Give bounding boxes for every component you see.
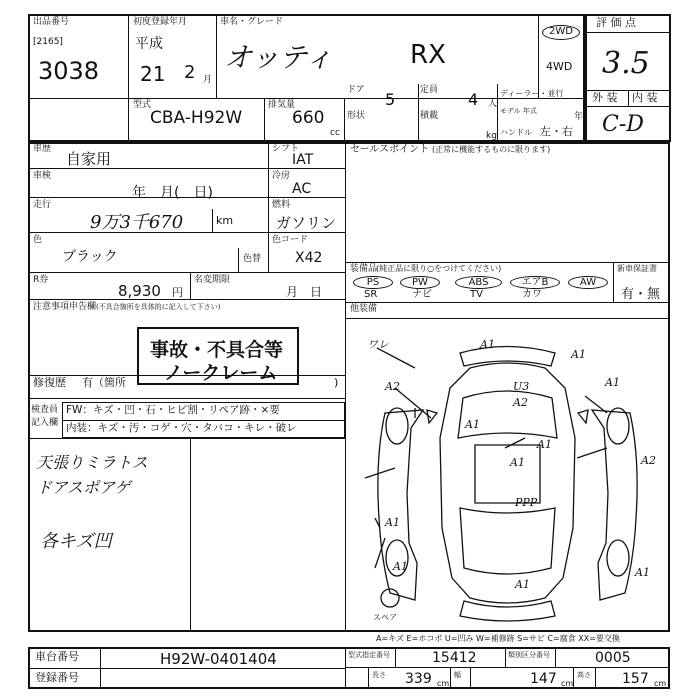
sales-label: セールスポイント — [350, 144, 430, 155]
load-label: 積載 — [420, 111, 439, 121]
diagram-mark: A1 — [480, 338, 495, 351]
lot-label: 出品番号 — [33, 17, 70, 27]
claim-line-2: ノークレーム — [164, 362, 278, 384]
length-label: 長さ — [372, 671, 386, 679]
sales-sub: (正常に機能するものに限ります) — [432, 145, 551, 154]
grade: RX — [410, 40, 446, 70]
inspector-label-2: 記入欄 — [31, 418, 59, 428]
recycle-unit: 円 — [172, 286, 183, 299]
shift-label: シフト — [272, 144, 300, 154]
shift-value: IAT — [292, 152, 314, 168]
car-damage-diagram — [345, 318, 670, 630]
lot-number: 3038 — [38, 57, 100, 85]
chassis-value: H92W-0401404 — [160, 650, 277, 668]
equip-leather: カワ — [522, 289, 542, 300]
shape-label: 形状 — [347, 111, 366, 121]
reg-label: 初度登録年月 — [133, 17, 188, 27]
width-value: 147 — [530, 671, 557, 687]
model-label: 型式 — [133, 100, 152, 110]
diagram-mark: スペア — [373, 613, 397, 622]
exterior-label: 外 装 — [592, 91, 618, 104]
name-label: 車名・グレード — [220, 17, 284, 27]
fuel-value: ガソリン — [276, 214, 337, 232]
mileage-value: 9万3千670 — [90, 212, 184, 233]
diagram-mark: A2 — [385, 380, 400, 393]
repair-label: 修復歴 — [33, 376, 66, 389]
category-value: 自家用 — [66, 150, 112, 168]
score-label: 評 価 点 — [596, 16, 636, 29]
handle-value: 左・右 — [540, 125, 573, 138]
doors-label: ドア — [347, 85, 365, 95]
drive-4wd: 4WD — [546, 60, 573, 73]
model-year-unit: 年 — [574, 112, 584, 122]
diagram-mark: ワレ — [367, 338, 389, 351]
diagram-mark: A1 — [571, 348, 586, 361]
diagram-mark: A1 — [635, 566, 650, 579]
category-no-label: 類別区分番号 — [508, 651, 550, 659]
right-side-outline — [592, 410, 637, 600]
damage-legend: A=キズ E=ホコボ U=凹み W=補修跡 S=サビ C=腐食 XX=要交換 — [376, 634, 620, 643]
equip-label: 装備品 — [350, 264, 378, 274]
ac-value: AC — [292, 181, 312, 197]
length-unit: cm — [437, 679, 450, 688]
height-label: 高さ — [577, 671, 591, 679]
lot-sub: [2165] — [33, 37, 63, 47]
drive-2wd: 2WD — [542, 25, 580, 40]
equip-pw: PW — [400, 276, 440, 289]
load-unit: kg — [486, 131, 497, 141]
height-unit: cm — [654, 679, 667, 688]
category-label: 車歴 — [33, 144, 52, 154]
reg-no-label: 登録番号 — [35, 671, 79, 684]
color-code-label: 色コード — [272, 235, 309, 245]
diagram-mark: A1 — [465, 418, 480, 431]
top-cutoff-strip — [0, 0, 700, 8]
new-warranty-label: 新車保証書 — [617, 264, 657, 273]
type-cert-value: 15412 — [432, 650, 477, 666]
type-cert-label: 型式指定番号 — [348, 651, 390, 659]
mileage-unit: km — [216, 214, 234, 227]
month: 2 — [184, 62, 196, 83]
ext-int-value: C-D — [602, 112, 644, 137]
width-label: 幅 — [454, 671, 461, 679]
equip-navi: ナビ — [412, 289, 432, 300]
fuel-label: 燃料 — [272, 200, 291, 210]
interior-label: 内 装 — [632, 91, 658, 104]
notes-sub: (不具合箇所を具体的に記入して下さい) — [96, 303, 221, 311]
score-value: 3.5 — [602, 46, 650, 81]
diagram-mark: PPP — [515, 496, 538, 509]
check-int: 内装：キズ・汚・コゲ・穴・タバコ・キレ・破レ — [66, 422, 297, 434]
dealer-label: ディーラー・並行 — [500, 89, 564, 98]
displacement-value: 660 — [292, 108, 325, 128]
model-value: CBA-H92W — [150, 108, 243, 128]
equip-sub: (純正品に限り○をつけてください) — [376, 264, 502, 273]
width-unit: cm — [561, 679, 574, 688]
equip-ps: PS — [353, 276, 393, 289]
recycle-value: 8,930 — [118, 282, 161, 300]
color-value: ブラック — [62, 249, 118, 265]
height-value: 157 — [622, 671, 649, 687]
diagram-mark: A1 — [510, 456, 525, 469]
year: 21 — [140, 62, 166, 86]
equip-aw: AW — [568, 276, 608, 289]
color-code-value: X42 — [295, 250, 323, 266]
claim-line-1: 事故・不具合等 — [150, 339, 284, 361]
model-year-label: モデル 年式 — [500, 107, 537, 115]
equip-sr: SR — [364, 289, 378, 300]
era: 平成 — [135, 36, 163, 52]
diagram-mark: A1 — [385, 516, 400, 529]
diagram-mark: A1 — [393, 560, 408, 573]
displacement-label: 排気量 — [268, 100, 296, 110]
new-warranty-value: 有・無 — [621, 287, 661, 302]
ac-label: 冷房 — [272, 171, 291, 181]
doors-value: 5 — [385, 90, 396, 109]
inspection-value: 年 月( 日) — [132, 185, 213, 201]
diagram-mark: A2 — [513, 396, 528, 409]
displacement-unit: cc — [330, 128, 340, 138]
capacity-unit: 人 — [488, 99, 498, 109]
handwritten-note-3: 各キズ凹 — [40, 531, 112, 552]
diagram-mark: A1 — [537, 438, 552, 451]
mileage-label: 走行 — [33, 200, 52, 210]
capacity-value: 4 — [468, 90, 479, 109]
color-change-label: 色替 — [243, 254, 262, 264]
handwritten-note-1: 天張りミラトス — [36, 453, 148, 472]
repair-value: 有（箇所 — [82, 376, 126, 389]
diagram-mark: A1 — [515, 578, 530, 591]
handwritten-note-2: ドアスポアゲ — [36, 478, 131, 497]
recycle-label: R券 — [33, 275, 49, 285]
car-name: オッティ — [224, 41, 333, 74]
diagram-mark: U3 — [513, 380, 530, 393]
deadline-label: 名変期限 — [194, 275, 231, 285]
top-view-outline — [440, 363, 575, 603]
check-fw: FW：キズ・凹・石・ヒビ割・リペア跡・×要 — [66, 404, 280, 416]
category-no-value: 0005 — [595, 650, 631, 666]
color-label: 色 — [33, 235, 43, 245]
chassis-label: 車台番号 — [35, 650, 79, 663]
inspection-label: 車検 — [33, 171, 52, 181]
handle-label: ハンドル — [500, 128, 532, 137]
equip-tv: TV — [470, 289, 483, 300]
equip-abs: ABS — [455, 276, 502, 289]
diagram-mark: A2 — [641, 454, 656, 467]
notes-label: 注意事項申告欄 — [33, 302, 97, 312]
diagram-mark: A1 — [605, 376, 620, 389]
deadline-value: 月 日 — [286, 285, 323, 299]
inspector-label-1: 検査員 — [31, 405, 59, 415]
capacity-label: 定員 — [420, 85, 439, 95]
repair-close-paren: ) — [334, 376, 339, 389]
length-value: 339 — [405, 671, 432, 687]
equip-airbag: エアB — [510, 276, 560, 289]
other-label: 他装備 — [350, 304, 378, 314]
month-unit: 月 — [203, 75, 213, 85]
